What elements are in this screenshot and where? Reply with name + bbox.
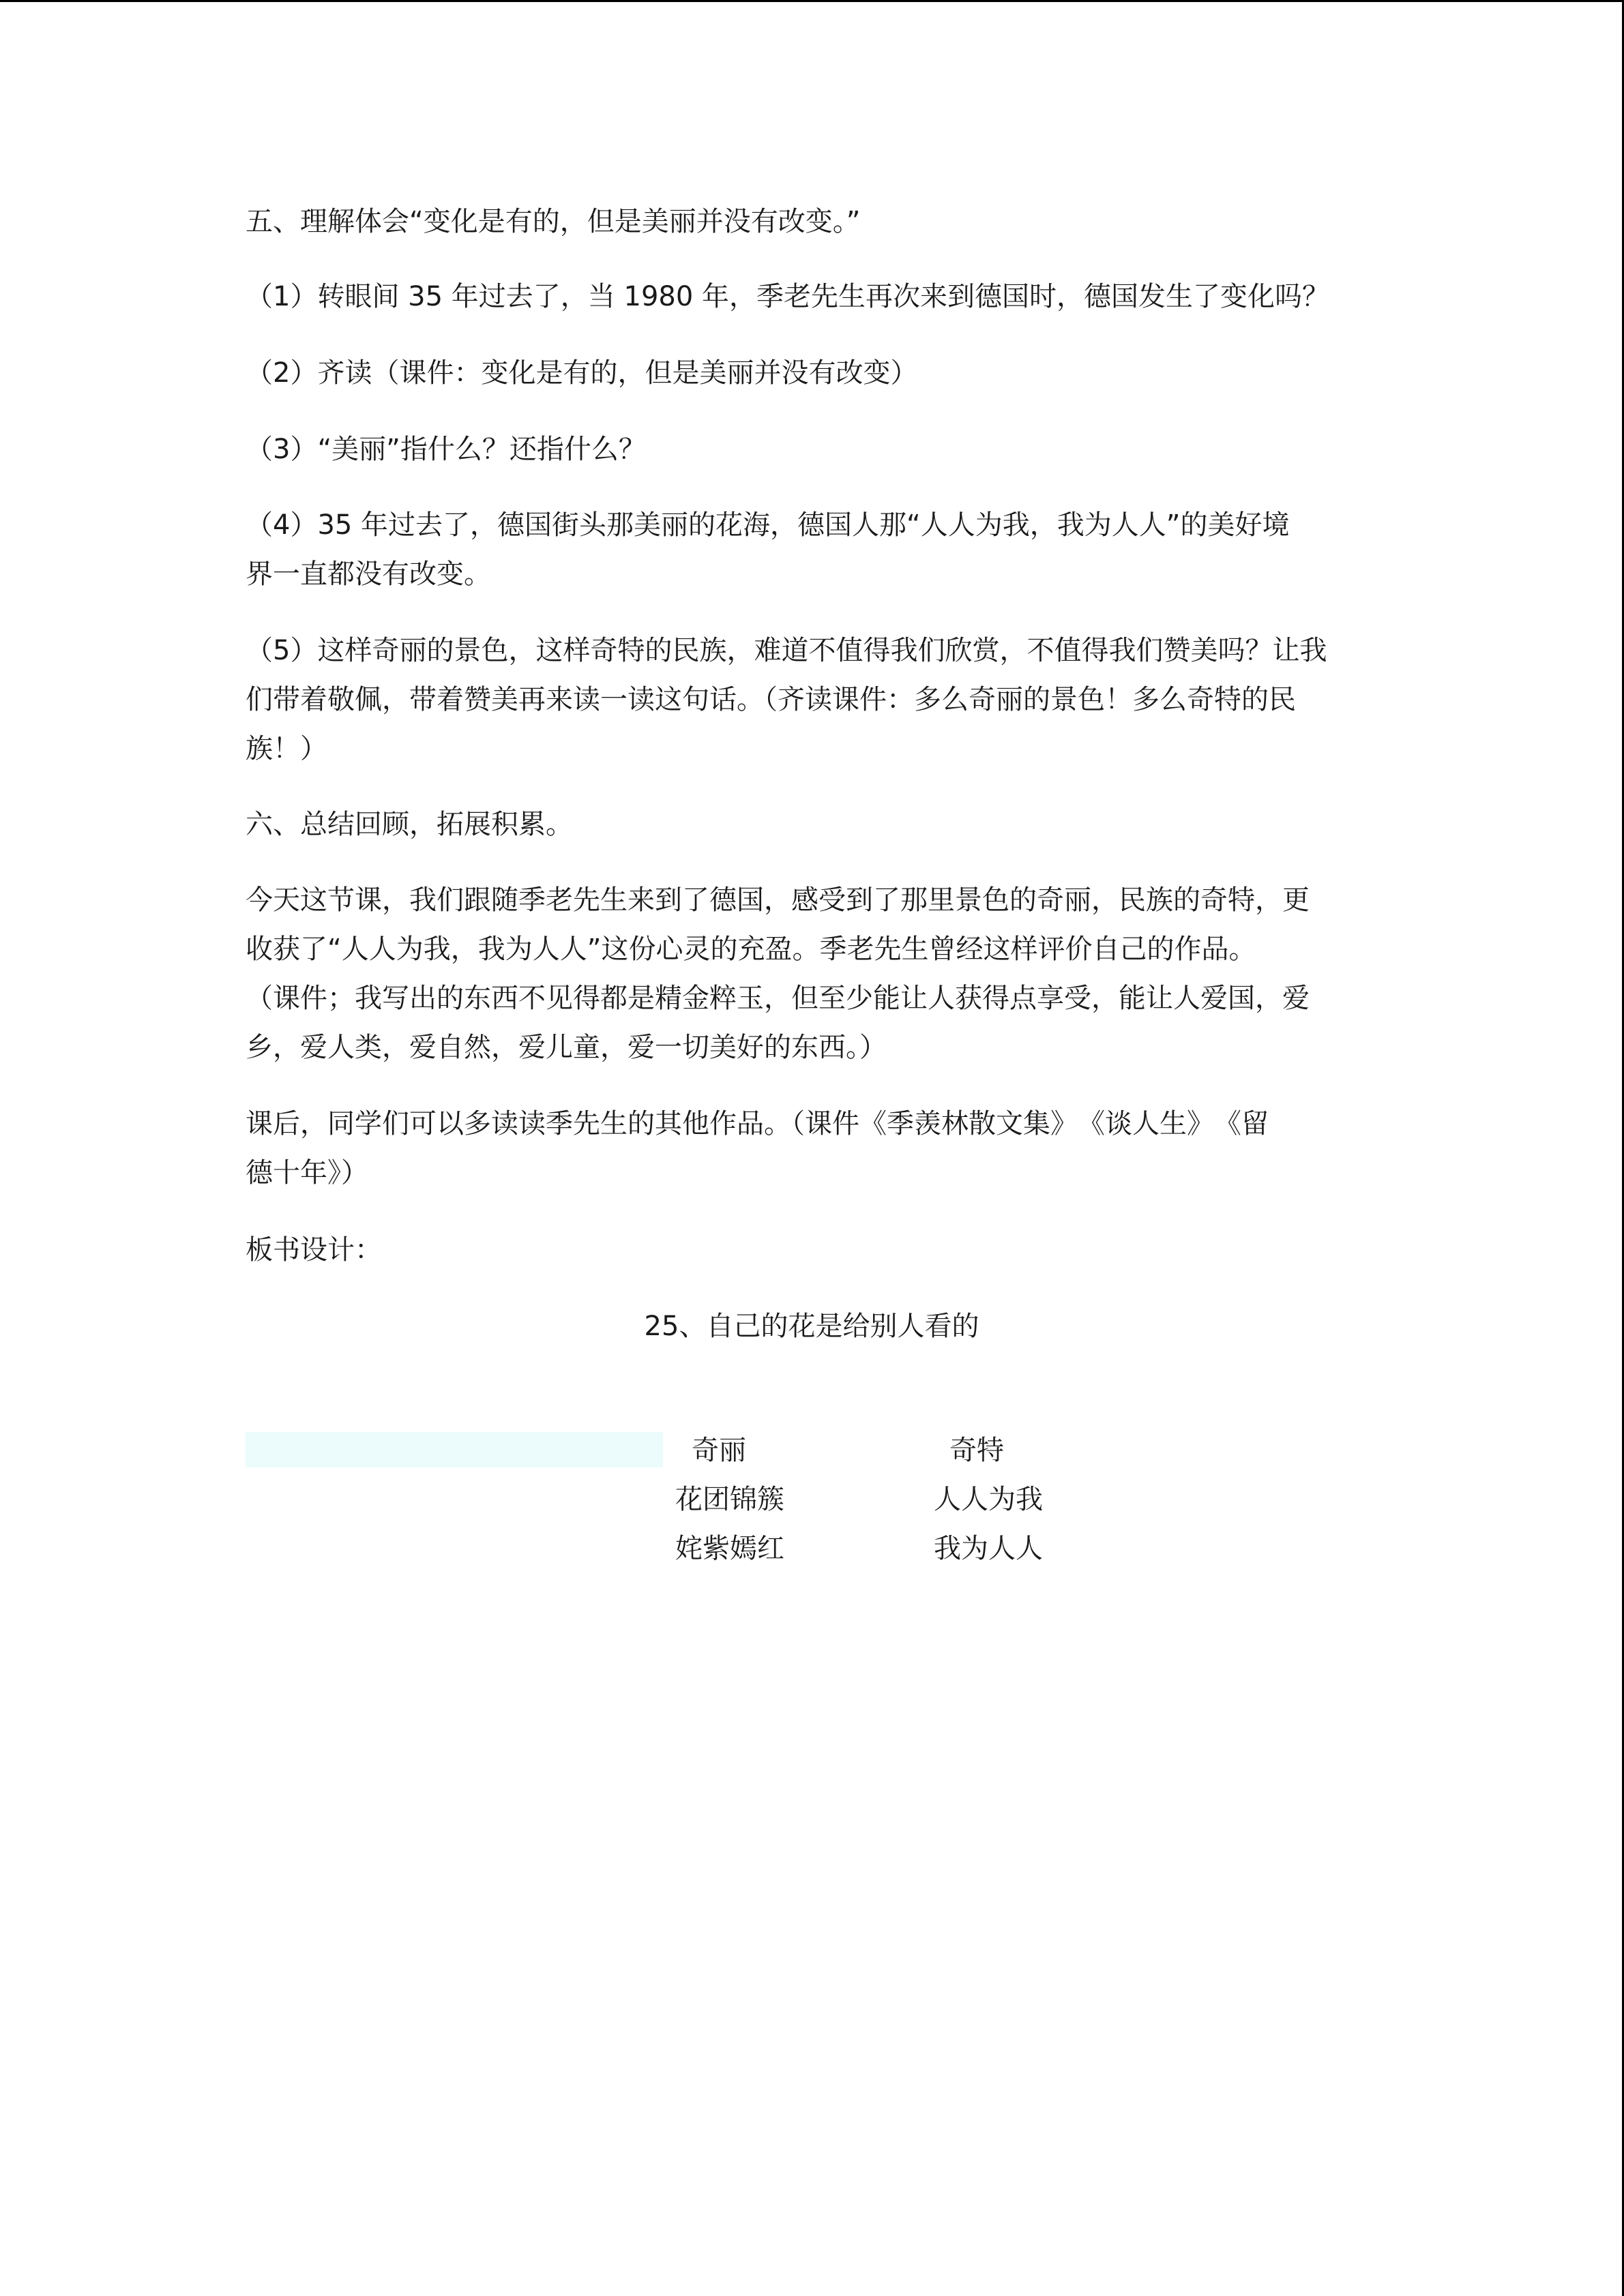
board-col2-row1: 人人为我 <box>934 1484 1043 1515</box>
after-class-paragraph <box>246 1099 1378 1197</box>
item5-line2: 们带着敬佩，带着赞美再来读一读这句话。（齐读课件：多么奇丽的景色！多么奇特的民 <box>246 684 1296 715</box>
item1-paragraph: （1）转眼间 35 年过去了，当 1980 年，季老先生再次来到德国时，德国发生了变化吗？ <box>246 281 1330 312</box>
item4-paragraph <box>246 501 1378 599</box>
item5-paragraph <box>246 626 1378 773</box>
section6-heading: 六、总结回顾，拓展积累。 <box>246 809 573 840</box>
page-top-border <box>0 0 1624 2</box>
after-class-line2: 德十年》） <box>246 1157 368 1189</box>
board-col1-row2: 姹紫嫣红 <box>675 1533 784 1564</box>
board-title: 25、自己的花是给别人看的 <box>644 1311 979 1342</box>
item4-line2: 界一直都没有改变。 <box>246 558 491 590</box>
item3-paragraph: （3）“美丽”指什么？还指什么？ <box>246 434 646 465</box>
board-col1-header: 奇丽 <box>692 1435 746 1466</box>
board-col1-row1: 花团锦簇 <box>675 1484 784 1515</box>
after-class-line1: 课后，同学们可以多读读季先生的其他作品。（课件《季羡林散文集》 《谈人生》 《留 <box>246 1108 1269 1139</box>
item5-line1: （5）这样奇丽的景色，这样奇特的民族，难道不值得我们欣赏，不值得我们赞美吗？让我 <box>246 635 1327 666</box>
summary-line4: 乡，爱人类，爱自然，爱儿童，爱一切美好的东西。） <box>246 1032 887 1063</box>
summary-paragraph <box>246 876 1378 1072</box>
section5-heading: 五、理解体会“变化是有的，但是美丽并没有改变。” <box>246 206 861 237</box>
summary-line2: 收获了“人人为我，我为人人”这份心灵的充盈。季老先生曾经这样评价自己的作品。 <box>246 934 1256 965</box>
item5-line3: 族！） <box>246 733 327 764</box>
board-design-label: 板书设计： <box>246 1234 382 1266</box>
item2-paragraph: （2）齐读（课件：变化是有的，但是美丽并没有改变） <box>246 357 918 389</box>
summary-line1: 今天这节课，我们跟随季老先生来到了德国，感受到了那里景色的奇丽，民族的奇特，更 <box>246 884 1310 916</box>
board-highlight-box <box>246 1432 663 1467</box>
board-col2-header: 奇特 <box>949 1435 1004 1466</box>
board-col2-row2: 我为人人 <box>934 1533 1043 1564</box>
summary-line3: （课件；我写出的东西不见得都是精金粹玉，但至少能让人获得点享受，能让人爱国，爱 <box>246 983 1310 1014</box>
item4-line1: （4）35 年过去了，德国街头那美丽的花海，德国人那“人人为我，我为人人”的美好境 <box>246 509 1290 541</box>
